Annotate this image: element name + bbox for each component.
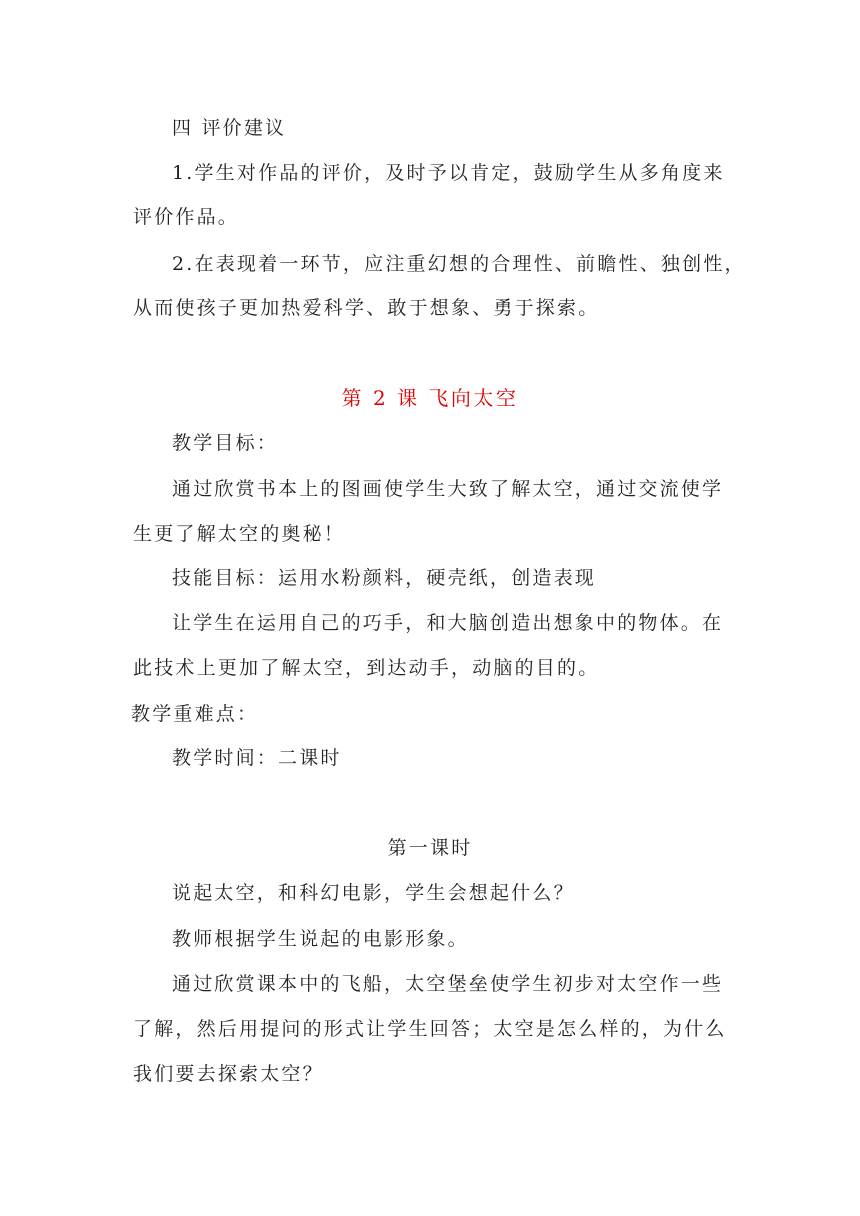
paragraph-line: 此技术上更加了解太空，到达动手，动脑的目的。 [133, 657, 600, 679]
objectives-label: 教学目标： [172, 432, 279, 454]
paragraph-line: 说起太空，和科幻电影，学生会想起什么？ [172, 882, 575, 904]
period-heading: 第一课时 [387, 837, 473, 859]
paragraph-line: 通过欣赏书本上的图画使学生大致了解太空，通过交流使学 [172, 478, 724, 500]
paragraph-line: 生更了解太空的奥秘！ [133, 523, 346, 545]
section-heading: 四 评价建议 [172, 117, 287, 139]
paragraph-line: 1.学生对作品的评价，及时予以肯定，鼓励学生从多角度来 [172, 162, 725, 184]
key-points-label: 教学重难点： [131, 703, 259, 725]
paragraph-line: 评价作品。 [133, 206, 240, 228]
paragraph-line: 从而使孩子更加热爱科学、敢于想象、勇于探索。 [133, 297, 600, 319]
paragraph-line: 教师根据学生说起的电影形象。 [172, 928, 469, 950]
teaching-time: 教学时间：二课时 [172, 747, 342, 769]
paragraph-line: 让学生在运用自己的巧手，和大脑创造出想象中的物体。在 [172, 612, 724, 634]
paragraph-line: 了解，然后用提问的形式让学生回答；太空是怎么样的，为什么 [133, 1018, 727, 1040]
paragraph-line: 通过欣赏课本中的飞船，太空堡垒使学生初步对太空作一些 [172, 973, 724, 995]
paragraph-line: 2.在表现着一环节，应注重幻想的合理性、前瞻性、独创性， [172, 253, 746, 275]
lesson-title: 第 2 课 飞向太空 [341, 386, 519, 410]
paragraph-line: 我们要去探索太空？ [133, 1063, 324, 1085]
skill-goal: 技能目标：运用水粉颜料，硬壳纸，创造表现 [172, 567, 597, 589]
